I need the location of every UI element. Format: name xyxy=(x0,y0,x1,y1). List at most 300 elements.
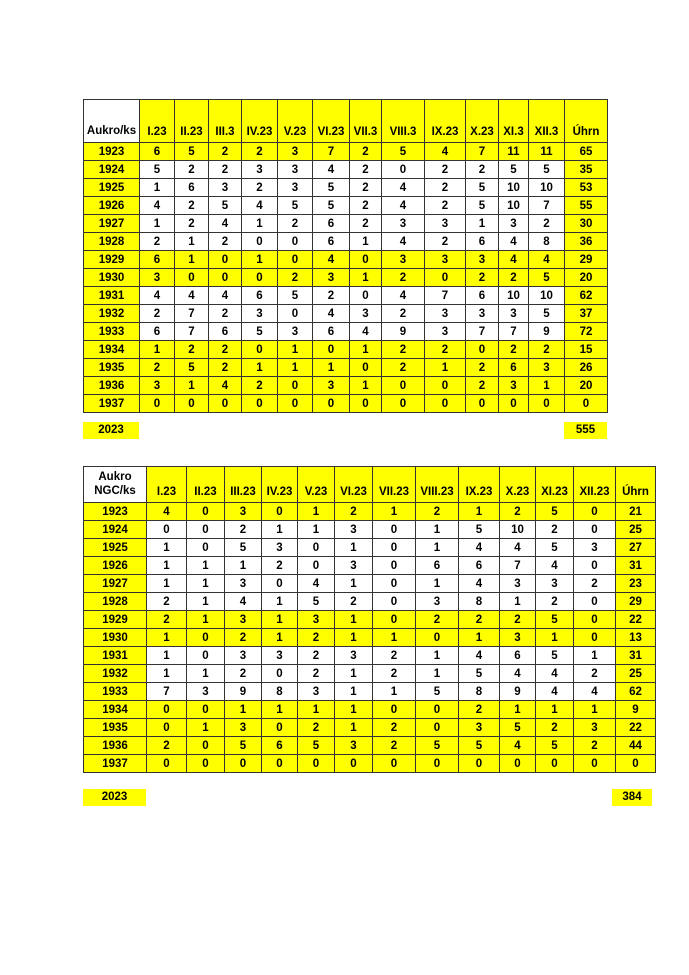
table-cell: 1 xyxy=(373,503,416,521)
table-row xyxy=(84,323,608,341)
table-cell: 1 xyxy=(335,665,373,683)
table-cell: 0 xyxy=(175,269,209,287)
table-cell: 0 xyxy=(382,395,425,413)
table-row xyxy=(84,161,608,179)
table-row xyxy=(84,503,656,521)
table-cell: 4 xyxy=(536,557,574,575)
table-cell: 2 xyxy=(175,341,209,359)
row-year: 1929 xyxy=(84,251,140,269)
table-cell: 5 xyxy=(466,179,499,197)
table-cell: 1 xyxy=(335,611,373,629)
table-cell: 6 xyxy=(313,215,350,233)
table-cell: 0 xyxy=(147,521,187,539)
table-cell: 6 xyxy=(500,647,536,665)
column-header: II.23 xyxy=(175,100,209,143)
table-cell: 5 xyxy=(225,539,262,557)
table-cell: 0 xyxy=(416,755,459,773)
table-cell: 6 xyxy=(140,143,175,161)
table-cell: 6 xyxy=(313,323,350,341)
table-cell: 0 xyxy=(242,233,278,251)
table-row xyxy=(84,593,656,611)
table-cell: 4 xyxy=(425,143,466,161)
table-cell: 2 xyxy=(350,215,382,233)
table-cell: 0 xyxy=(373,611,416,629)
table-cell: 3 xyxy=(536,575,574,593)
table-cell: 1 xyxy=(242,251,278,269)
table-cell: 1 xyxy=(350,233,382,251)
table-cell: 3 xyxy=(187,683,225,701)
row-total: 25 xyxy=(616,665,656,683)
table-cell: 5 xyxy=(278,287,313,305)
table-cell: 6 xyxy=(140,251,175,269)
table-cell: 3 xyxy=(140,377,175,395)
table-cell: 2 xyxy=(536,521,574,539)
table-cell: 1 xyxy=(278,359,313,377)
row-total: 0 xyxy=(565,395,608,413)
summary-year-label: 2023 xyxy=(83,422,139,439)
table-cell: 6 xyxy=(416,557,459,575)
table-cell: 10 xyxy=(499,179,529,197)
row-year: 1931 xyxy=(84,647,147,665)
table-cell: 3 xyxy=(298,611,335,629)
table-cell: 0 xyxy=(298,755,335,773)
table-cell: 4 xyxy=(500,737,536,755)
corner-line-1: Aukro xyxy=(98,471,132,483)
table-cell: 0 xyxy=(425,269,466,287)
table-cell: 0 xyxy=(459,755,500,773)
table-cell: 4 xyxy=(242,197,278,215)
row-year: 1937 xyxy=(84,755,147,773)
row-total: 65 xyxy=(565,143,608,161)
table-cell: 3 xyxy=(425,305,466,323)
table-cell: 4 xyxy=(459,647,500,665)
table-cell: 1 xyxy=(262,521,298,539)
table-cell: 1 xyxy=(313,359,350,377)
table-cell: 2 xyxy=(278,269,313,287)
table-cell: 5 xyxy=(529,161,565,179)
table-cell: 1 xyxy=(373,629,416,647)
table-cell: 1 xyxy=(140,341,175,359)
table-cell: 0 xyxy=(425,395,466,413)
table-cell: 8 xyxy=(459,683,500,701)
table-cell: 2 xyxy=(416,611,459,629)
table-cell: 0 xyxy=(382,377,425,395)
table-cell: 0 xyxy=(382,161,425,179)
table-cell: 0 xyxy=(187,701,225,719)
table-cell: 1 xyxy=(187,557,225,575)
table-cell: 2 xyxy=(147,737,187,755)
column-header: III.3 xyxy=(209,100,242,143)
table-cell: 1 xyxy=(574,701,616,719)
table-cell: 3 xyxy=(382,215,425,233)
column-header: V.23 xyxy=(278,100,313,143)
table-row xyxy=(84,629,656,647)
row-year: 1932 xyxy=(84,665,147,683)
table-cell: 4 xyxy=(298,575,335,593)
table-cell: 4 xyxy=(499,251,529,269)
table-cell: 1 xyxy=(278,341,313,359)
table-cell: 0 xyxy=(499,395,529,413)
row-year: 1933 xyxy=(84,683,147,701)
row-year: 1924 xyxy=(84,521,147,539)
table-cell: 5 xyxy=(175,143,209,161)
table-cell: 2 xyxy=(209,359,242,377)
table-aukro-ks xyxy=(83,99,608,413)
table-cell: 0 xyxy=(373,593,416,611)
table-cell: 1 xyxy=(459,503,500,521)
table-cell: 10 xyxy=(500,521,536,539)
table-row xyxy=(84,683,656,701)
table-cell: 0 xyxy=(298,539,335,557)
table-cell: 0 xyxy=(187,629,225,647)
table-row xyxy=(84,251,608,269)
row-total: 53 xyxy=(565,179,608,197)
row-total: 26 xyxy=(565,359,608,377)
table-cell: 2 xyxy=(209,233,242,251)
table-cell: 0 xyxy=(278,305,313,323)
table-cell: 1 xyxy=(335,539,373,557)
row-year: 1927 xyxy=(84,215,140,233)
row-total: 72 xyxy=(565,323,608,341)
table-cell: 1 xyxy=(262,701,298,719)
row-total: 36 xyxy=(565,233,608,251)
table-cell: 1 xyxy=(147,575,187,593)
table-cell: 3 xyxy=(500,575,536,593)
table-cell: 0 xyxy=(147,719,187,737)
table-row xyxy=(84,755,656,773)
table-cell: 9 xyxy=(529,323,565,341)
table-cell: 2 xyxy=(466,377,499,395)
table-row xyxy=(84,377,608,395)
row-year: 1925 xyxy=(84,179,140,197)
table-cell: 2 xyxy=(459,701,500,719)
table-cell: 3 xyxy=(499,377,529,395)
table-cell: 0 xyxy=(242,341,278,359)
row-total: 22 xyxy=(616,719,656,737)
table-cell: 6 xyxy=(262,737,298,755)
table-cell: 4 xyxy=(500,539,536,557)
row-year: 1926 xyxy=(84,557,147,575)
row-year: 1930 xyxy=(84,629,147,647)
table-row xyxy=(84,179,608,197)
table-cell: 5 xyxy=(416,683,459,701)
table-row xyxy=(84,575,656,593)
table-cell: 0 xyxy=(425,377,466,395)
table-cell: 4 xyxy=(225,593,262,611)
table-cell: 3 xyxy=(262,647,298,665)
table-cell: 1 xyxy=(500,593,536,611)
table-cell: 8 xyxy=(459,593,500,611)
table-row xyxy=(84,701,656,719)
table-cell: 3 xyxy=(225,575,262,593)
table-row xyxy=(84,215,608,233)
row-year: 1934 xyxy=(84,341,140,359)
table-cell: 1 xyxy=(175,233,209,251)
table-cell: 4 xyxy=(382,287,425,305)
table-cell: 2 xyxy=(147,593,187,611)
column-header: XI.3 xyxy=(499,100,529,143)
table-cell: 2 xyxy=(466,269,499,287)
table-cell: 1 xyxy=(536,701,574,719)
header-row xyxy=(84,100,608,143)
row-total: 62 xyxy=(616,683,656,701)
table-cell: 3 xyxy=(278,143,313,161)
table-cell: 5 xyxy=(313,197,350,215)
table-cell: 1 xyxy=(187,719,225,737)
table-cell: 2 xyxy=(140,233,175,251)
table-cell: 2 xyxy=(382,359,425,377)
table-cell: 8 xyxy=(262,683,298,701)
column-header: VIII.23 xyxy=(416,467,459,503)
table-cell: 10 xyxy=(529,179,565,197)
table-cell: 3 xyxy=(242,161,278,179)
table-cell: 4 xyxy=(382,197,425,215)
table-cell: 1 xyxy=(187,593,225,611)
table-cell: 0 xyxy=(242,269,278,287)
table-cell: 0 xyxy=(187,737,225,755)
table-cell: 0 xyxy=(500,755,536,773)
table-cell: 4 xyxy=(529,251,565,269)
table-cell: 1 xyxy=(536,629,574,647)
table-row xyxy=(84,647,656,665)
row-total: 22 xyxy=(616,611,656,629)
table-cell: 3 xyxy=(459,719,500,737)
table-cell: 3 xyxy=(500,629,536,647)
table-row xyxy=(84,359,608,377)
table-cell: 1 xyxy=(298,503,335,521)
table-cell: 2 xyxy=(425,161,466,179)
table-cell: 4 xyxy=(382,233,425,251)
corner-label: Aukro/ks xyxy=(84,100,140,143)
table-cell: 11 xyxy=(499,143,529,161)
table-cell: 2 xyxy=(466,359,499,377)
column-header: XII.3 xyxy=(529,100,565,143)
table-cell: 1 xyxy=(140,179,175,197)
table-cell: 2 xyxy=(382,341,425,359)
row-total: 30 xyxy=(565,215,608,233)
table-cell: 1 xyxy=(175,251,209,269)
table-cell: 9 xyxy=(500,683,536,701)
table-cell: 0 xyxy=(466,395,499,413)
table-cell: 1 xyxy=(529,377,565,395)
table-cell: 1 xyxy=(350,269,382,287)
table-cell: 2 xyxy=(466,161,499,179)
corner-line-2: NGC/ks xyxy=(94,485,136,497)
table-cell: 3 xyxy=(466,251,499,269)
table-cell: 0 xyxy=(335,755,373,773)
table-cell: 1 xyxy=(147,557,187,575)
table-cell: 0 xyxy=(187,503,225,521)
table-cell: 2 xyxy=(225,629,262,647)
table-cell: 0 xyxy=(350,359,382,377)
table-cell: 2 xyxy=(529,341,565,359)
row-total: 44 xyxy=(616,737,656,755)
table-cell: 7 xyxy=(466,323,499,341)
table-cell: 0 xyxy=(536,755,574,773)
table-cell: 2 xyxy=(499,341,529,359)
table-cell: 0 xyxy=(262,503,298,521)
table-cell: 0 xyxy=(350,395,382,413)
row-year: 1937 xyxy=(84,395,140,413)
table-cell: 5 xyxy=(529,305,565,323)
table-cell: 2 xyxy=(350,143,382,161)
table-cell: 7 xyxy=(425,287,466,305)
table-cell: 4 xyxy=(147,503,187,521)
table-cell: 2 xyxy=(373,737,416,755)
table-cell: 4 xyxy=(313,161,350,179)
table-cell: 5 xyxy=(536,647,574,665)
table-cell: 0 xyxy=(262,665,298,683)
table-cell: 2 xyxy=(382,305,425,323)
table-cell: 2 xyxy=(536,593,574,611)
table-row xyxy=(84,305,608,323)
table-cell: 2 xyxy=(350,179,382,197)
table-cell: 7 xyxy=(499,323,529,341)
table-cell: 4 xyxy=(459,575,500,593)
table-cell: 1 xyxy=(416,521,459,539)
table-cell: 0 xyxy=(140,395,175,413)
table-row xyxy=(84,665,656,683)
table-cell: 1 xyxy=(373,683,416,701)
table-cell: 2 xyxy=(147,611,187,629)
table-cell: 2 xyxy=(140,305,175,323)
table-cell: 0 xyxy=(350,287,382,305)
corner-label xyxy=(84,467,147,503)
table-cell: 0 xyxy=(262,575,298,593)
table-cell: 5 xyxy=(536,503,574,521)
table-cell: 3 xyxy=(262,539,298,557)
table-cell: 3 xyxy=(382,251,425,269)
table-cell: 1 xyxy=(187,665,225,683)
table-cell: 0 xyxy=(262,719,298,737)
row-total: 31 xyxy=(616,647,656,665)
table-cell: 5 xyxy=(499,161,529,179)
row-total: 31 xyxy=(616,557,656,575)
table-cell: 1 xyxy=(298,701,335,719)
table-cell: 0 xyxy=(278,377,313,395)
table-cell: 6 xyxy=(499,359,529,377)
table-cell: 3 xyxy=(499,305,529,323)
table-cell: 3 xyxy=(574,539,616,557)
table-cell: 0 xyxy=(373,701,416,719)
table-cell: 10 xyxy=(499,197,529,215)
row-total: 23 xyxy=(616,575,656,593)
table-cell: 1 xyxy=(175,377,209,395)
column-header: IX.23 xyxy=(425,100,466,143)
table-cell: 0 xyxy=(225,755,262,773)
table-cell: 6 xyxy=(242,287,278,305)
table-aukro-ngc-ks xyxy=(83,466,656,773)
table-cell: 3 xyxy=(416,593,459,611)
table-cell: 2 xyxy=(209,143,242,161)
table-cell: 5 xyxy=(459,737,500,755)
table-row xyxy=(84,341,608,359)
table-cell: 2 xyxy=(373,647,416,665)
table-cell: 1 xyxy=(335,719,373,737)
table-cell: 2 xyxy=(373,665,416,683)
table-cell: 4 xyxy=(313,251,350,269)
row-total: 20 xyxy=(565,377,608,395)
table-cell: 3 xyxy=(278,323,313,341)
table-cell: 1 xyxy=(187,575,225,593)
table-cell: 7 xyxy=(175,305,209,323)
column-header: XII.23 xyxy=(574,467,616,503)
table-cell: 3 xyxy=(242,305,278,323)
column-header: IV.23 xyxy=(262,467,298,503)
row-total: 13 xyxy=(616,629,656,647)
table-cell: 6 xyxy=(466,233,499,251)
table-cell: 0 xyxy=(209,395,242,413)
column-header: Úhrn xyxy=(565,100,608,143)
row-year: 1927 xyxy=(84,575,147,593)
table-row xyxy=(84,611,656,629)
table-cell: 6 xyxy=(313,233,350,251)
table-cell: 4 xyxy=(209,215,242,233)
table-cell: 2 xyxy=(382,269,425,287)
table-cell: 2 xyxy=(175,161,209,179)
table-cell: 0 xyxy=(574,521,616,539)
table-cell: 4 xyxy=(175,287,209,305)
table-cell: 5 xyxy=(536,737,574,755)
table-cell: 1 xyxy=(242,215,278,233)
table-cell: 0 xyxy=(175,395,209,413)
table-cell: 5 xyxy=(313,179,350,197)
row-year: 1929 xyxy=(84,611,147,629)
table-cell: 3 xyxy=(140,269,175,287)
row-total: 15 xyxy=(565,341,608,359)
row-year: 1935 xyxy=(84,719,147,737)
table-cell: 0 xyxy=(574,503,616,521)
column-header: IV.23 xyxy=(242,100,278,143)
table-cell: 2 xyxy=(298,647,335,665)
table-cell: 2 xyxy=(225,665,262,683)
table-cell: 1 xyxy=(225,701,262,719)
table-cell: 0 xyxy=(278,395,313,413)
table-cell: 2 xyxy=(209,341,242,359)
table-cell: 0 xyxy=(574,593,616,611)
table-cell: 2 xyxy=(425,179,466,197)
table-cell: 2 xyxy=(574,575,616,593)
table-cell: 7 xyxy=(313,143,350,161)
table-cell: 2 xyxy=(335,593,373,611)
table-cell: 3 xyxy=(574,719,616,737)
table-row xyxy=(84,395,608,413)
table-cell: 6 xyxy=(209,323,242,341)
column-header: Úhrn xyxy=(616,467,656,503)
table-cell: 4 xyxy=(536,683,574,701)
table-cell: 11 xyxy=(529,143,565,161)
table-cell: 0 xyxy=(187,539,225,557)
table-cell: 3 xyxy=(499,215,529,233)
table-cell: 1 xyxy=(416,665,459,683)
table-cell: 2 xyxy=(350,197,382,215)
table-cell: 3 xyxy=(313,377,350,395)
table-cell: 1 xyxy=(335,575,373,593)
table-cell: 5 xyxy=(209,197,242,215)
table-cell: 1 xyxy=(225,557,262,575)
table-cell: 1 xyxy=(466,215,499,233)
table-cell: 2 xyxy=(225,521,262,539)
table-cell: 2 xyxy=(242,179,278,197)
column-header: IX.23 xyxy=(459,467,500,503)
table-row xyxy=(84,287,608,305)
row-year: 1934 xyxy=(84,701,147,719)
table-cell: 6 xyxy=(466,287,499,305)
column-header: VII.3 xyxy=(350,100,382,143)
table-cell: 1 xyxy=(262,629,298,647)
table-row xyxy=(84,197,608,215)
table-cell: 1 xyxy=(350,341,382,359)
